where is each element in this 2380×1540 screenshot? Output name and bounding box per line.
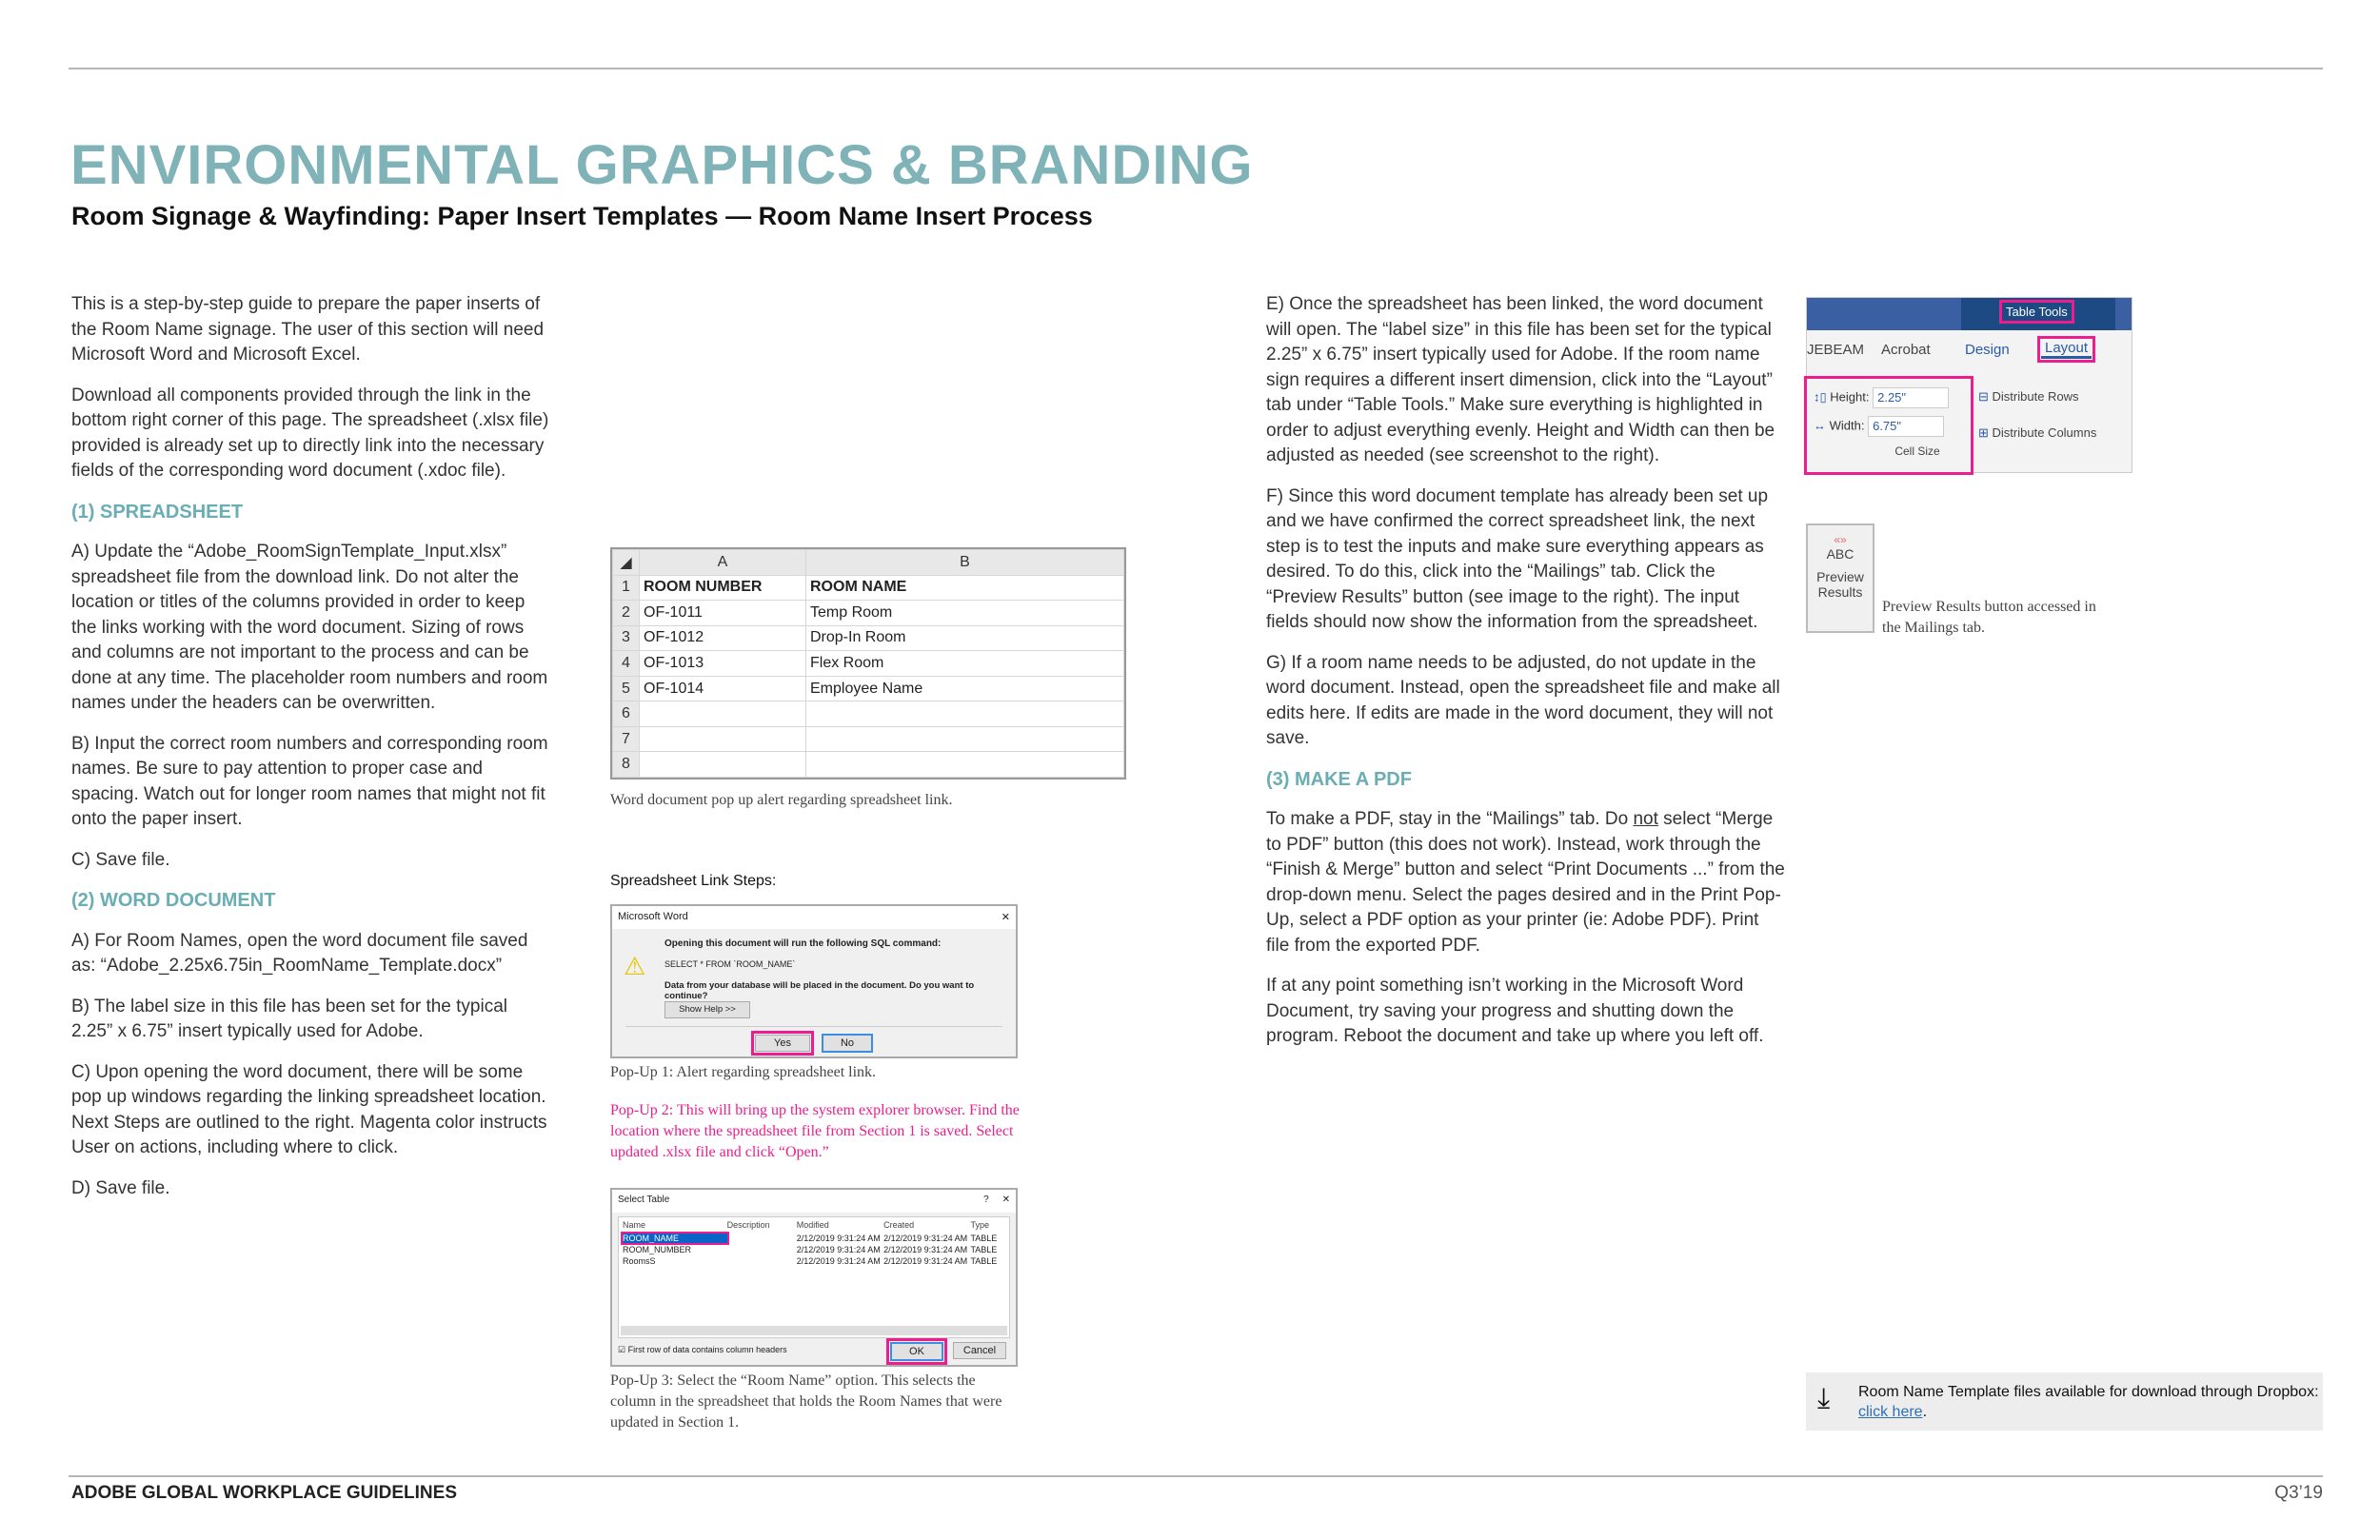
left-column xyxy=(71,292,552,1216)
section-heading-spreadsheet: (1) SPREADSHEET xyxy=(71,501,244,523)
table-tools-label: Table Tools xyxy=(2003,304,2071,320)
text: . xyxy=(1922,1404,1928,1420)
spreadsheet-screenshot xyxy=(610,547,1126,780)
cell[interactable] xyxy=(640,752,806,778)
button-label: Distribute Rows xyxy=(1992,389,2079,404)
column-header: B xyxy=(806,550,1124,576)
tab-bluebeam[interactable]: JEBEAM xyxy=(1807,341,1865,358)
cell[interactable]: Temp Room xyxy=(806,601,1124,626)
bottom-rule xyxy=(69,1475,2323,1477)
width-label: Width: xyxy=(1829,418,1865,433)
cell-name: RoomsS xyxy=(623,1256,656,1266)
cell-name: ROOM_NUMBER xyxy=(623,1245,692,1254)
cancel-button[interactable]: Cancel xyxy=(953,1342,1006,1359)
column-header[interactable]: Created xyxy=(883,1220,915,1230)
cell-created: 2/12/2019 9:31:24 AM xyxy=(883,1234,968,1243)
intro-paragraph: Download all components provided through the link in the bottom right corner of this page. The spreadsheet (.xlsx file) provided is already set up to directly link into the necessary fields of the corresponding word document (.xdoc file). xyxy=(71,385,549,481)
header-checkbox[interactable]: ☑ First row of data contains column headers xyxy=(618,1345,787,1354)
section-heading-word: (2) WORD DOCUMENT xyxy=(71,890,276,911)
cell[interactable] xyxy=(806,701,1124,727)
sql-alert-dialog xyxy=(610,904,1018,1058)
height-label: Height: xyxy=(1830,389,1870,405)
step-paragraph: C) Save file. xyxy=(71,849,170,870)
text: To make a PDF, stay in the “Mailings” tab. Do xyxy=(1266,809,1634,829)
checkbox-label: First row of data contains column headers xyxy=(627,1345,787,1354)
select-table-dialog xyxy=(610,1188,1018,1367)
table-list-row[interactable] xyxy=(619,1244,1009,1255)
row-number: 8 xyxy=(613,752,640,778)
group-label: Cell Size xyxy=(1894,444,1940,458)
footer-left: ADOBE GLOBAL WORKPLACE GUIDELINES xyxy=(71,1483,457,1503)
cell-created: 2/12/2019 9:31:24 AM xyxy=(883,1245,968,1254)
spreadsheet-caption: Word document pop up alert regarding spreadsheet link. xyxy=(610,792,953,808)
cell[interactable]: OF-1014 xyxy=(640,676,806,701)
cell-size-group xyxy=(1808,380,1970,471)
tab-layout[interactable]: Layout xyxy=(2041,340,2092,359)
preview-results-button[interactable] xyxy=(1806,523,1874,633)
page-title: ENVIRONMENTAL GRAPHICS & BRANDING xyxy=(70,134,1254,196)
select-all-corner: ◢ xyxy=(613,550,640,576)
pdf-paragraph xyxy=(1266,807,1785,958)
cell-modified: 2/12/2019 9:31:24 AM xyxy=(796,1245,881,1254)
cell[interactable]: Flex Room xyxy=(806,651,1124,677)
cell[interactable]: ROOM NUMBER xyxy=(640,575,806,601)
popup2-caption: Pop-Up 2: This will bring up the system explorer browser. Find the location where the spreadsheet file from Section 1 is saved. Select updated .xlsx file and click “Open.” xyxy=(610,1102,1020,1160)
warning-icon: ⚠ xyxy=(624,952,646,980)
dialog-question: Data from your database will be placed in the document. Do you want to continue? xyxy=(664,980,975,1001)
spreadsheet-row xyxy=(613,752,1124,778)
distribute-rows-button[interactable] xyxy=(1978,389,2079,405)
divider xyxy=(625,1026,1002,1027)
footer-page-label: Q3’19 xyxy=(2274,1483,2323,1503)
row-number: 2 xyxy=(613,601,640,626)
cell[interactable]: OF-1013 xyxy=(640,651,806,677)
button-label: Preview xyxy=(1816,569,1864,584)
spreadsheet-row xyxy=(613,676,1124,701)
cell[interactable]: OF-1011 xyxy=(640,601,806,626)
button-label: Results xyxy=(1817,584,1863,600)
emphasis: not xyxy=(1633,809,1658,829)
cell[interactable] xyxy=(806,752,1124,778)
distribute-columns-button[interactable] xyxy=(1978,425,2096,441)
cell-name: ROOM_NAME xyxy=(623,1234,727,1243)
step-paragraph: B) Input the correct room numbers and corresponding room names. Be sure to pay attention to proper case and spacing. Watch out for longer room names that might not fit onto the paper insert. xyxy=(71,733,548,829)
cell-modified: 2/12/2019 9:31:24 AM xyxy=(796,1256,881,1266)
spreadsheet-row xyxy=(613,601,1124,626)
cell[interactable]: OF-1012 xyxy=(640,625,806,651)
cell[interactable] xyxy=(806,726,1124,752)
step-paragraph: A) For Room Names, open the word document file saved as: “Adobe_2.25x6.75in_RoomName_Template.docx” xyxy=(71,930,528,976)
button-label: Distribute Columns xyxy=(1992,425,2097,440)
horizontal-scrollbar[interactable] xyxy=(621,1326,1007,1335)
cell-description xyxy=(727,1234,797,1243)
dialog-title: Select Table xyxy=(618,1194,670,1205)
spreadsheet-row xyxy=(613,625,1124,651)
cell[interactable] xyxy=(640,726,806,752)
height-input[interactable]: 2.25" xyxy=(1873,387,1949,408)
show-help-button[interactable]: Show Help >> xyxy=(664,1001,750,1018)
abc-label: ABC xyxy=(1826,546,1854,562)
cell-modified: 2/12/2019 9:31:24 AM xyxy=(796,1234,881,1243)
table-list-row[interactable] xyxy=(619,1233,1009,1244)
preview-caption: Preview Results button accessed in the Mailings tab. xyxy=(1882,599,2096,636)
cell[interactable]: ROOM NAME xyxy=(806,575,1124,601)
step-paragraph: A) Update the “Adobe_RoomSignTemplate_Input.xlsx” spreadsheet file from the download link. Do not alter the location or titles of the columns provided in order to keep the links working with the word document. Sizing of rows and columns are not important to the process and can be done at any time. The placeholder room numbers and room names under the headers can be overwritten. xyxy=(71,542,548,713)
close-icon[interactable]: ✕ xyxy=(1002,1194,1010,1205)
step-paragraph: E) Once the spreadsheet has been linked, the word document will open. The “label size” in this file has been set for the typical 2.25” x 6.75” insert typically used for Adobe. If the room name sign requires a different insert dimension, click into the “Layout” tab under “Table Tools.” Make sure everything is highlighted in order to adjust everything evenly. Height and Width can then be adjusted as needed (see screenshot to the right). xyxy=(1266,294,1775,465)
popup3-caption: Pop-Up 3: Select the “Room Name” option. This selects the column in the spreadsheet that holds the Room Names that were updated in Section 1. xyxy=(610,1372,1002,1431)
column-header[interactable]: Name xyxy=(623,1220,646,1230)
yes-button[interactable]: Yes xyxy=(755,1035,810,1052)
ok-button[interactable]: OK xyxy=(890,1342,943,1361)
step-paragraph: B) The label size in this file has been set for the typical 2.25” x 6.75” insert typically used for Adobe. xyxy=(71,996,508,1041)
page-subtitle: Room Signage & Wayfinding: Paper Insert Templates — Room Name Insert Process xyxy=(71,202,1093,230)
row-number: 7 xyxy=(613,726,640,752)
text: select “Merge to PDF” button (this does not work). Instead, work through the “Finish & Merge” button and select “Print Documents ...” from the drop-down menu. Select the pages desired and in the Print Pop-Up, select a PDF option as your printer (ie: Adobe PDF). Print file from the exported PDF. xyxy=(1266,809,1785,956)
popup1-caption: Pop-Up 1: Alert regarding spreadsheet link. xyxy=(610,1064,877,1080)
spreadsheet-row xyxy=(613,726,1124,752)
download-link[interactable]: click here xyxy=(1858,1404,1923,1420)
step-paragraph: F) Since this word document template has already been set up and we have confirmed the correct spreadsheet link, the next step is to test the inputs and make sure everything appears as desired. To do this, click into the “Mailings” tab. Click the “Preview Results” button (see image to the right). The input fields should now show the information from the spreadsheet. xyxy=(1266,485,1769,632)
spreadsheet-row xyxy=(613,651,1124,677)
tab-design[interactable]: Design xyxy=(1965,341,2010,358)
column-header: A xyxy=(640,550,806,576)
step-paragraph: C) Upon opening the word document, there will be some pop up windows regarding the linking spreadsheet location. Next Steps are outlined to the right. Magenta color instructs User on actions, including where to click. xyxy=(71,1061,547,1157)
spreadsheet-row xyxy=(613,575,1124,601)
cell-type: TABLE xyxy=(970,1256,998,1266)
distribute-columns-icon: ⊞ xyxy=(1978,425,1989,440)
tip-paragraph: If at any point something isn’t working in the Microsoft Word Document, try saving your progress and shutting down the program. Reboot the document and take up where you left off. xyxy=(1266,976,1764,1046)
column-header[interactable]: Description xyxy=(726,1220,770,1230)
cell[interactable]: Drop-In Room xyxy=(806,625,1124,651)
distribute-rows-icon: ⊟ xyxy=(1978,389,1989,404)
close-icon[interactable]: ✕ xyxy=(1001,912,1010,923)
width-icon: ↔ xyxy=(1814,418,1826,433)
step-paragraph: G) If a room name needs to be adjusted, do not update in the word document. Instead, open the spreadsheet file and make all edits here. If edits are made in the word document, they will not save. xyxy=(1266,652,1780,748)
steps-heading: Spreadsheet Link Steps: xyxy=(610,873,777,889)
row-number: 3 xyxy=(613,625,640,651)
table-list-row[interactable] xyxy=(619,1255,1009,1267)
download-icon: ⤓ xyxy=(1817,1383,1831,1414)
row-number: 1 xyxy=(613,575,640,601)
cell-created: 2/12/2019 9:31:24 AM xyxy=(883,1256,968,1266)
cell-description xyxy=(727,1245,797,1254)
height-icon: ↕▯ xyxy=(1814,389,1827,405)
no-button[interactable]: No xyxy=(822,1034,873,1053)
width-input[interactable]: 6.75" xyxy=(1868,416,1944,437)
spreadsheet-row xyxy=(613,701,1124,727)
table-list[interactable] xyxy=(618,1216,1010,1338)
word-ribbon-screenshot xyxy=(1806,297,2132,473)
row-number: 5 xyxy=(613,676,640,701)
row-number: 4 xyxy=(613,651,640,677)
cell-type: TABLE xyxy=(970,1245,998,1254)
row-number: 6 xyxy=(613,701,640,727)
dialog-title: Microsoft Word xyxy=(618,911,688,922)
step-paragraph: D) Save file. xyxy=(71,1177,170,1198)
tab-acrobat[interactable]: Acrobat xyxy=(1881,341,1931,358)
right-column xyxy=(1266,292,1785,1065)
cell-type: TABLE xyxy=(970,1234,998,1243)
section-heading-pdf: (3) MAKE A PDF xyxy=(1266,768,1412,790)
download-text: Room Name Template files available for download through Dropbox: xyxy=(1858,1384,2319,1400)
sql-command: SELECT * FROM `ROOM_NAME` xyxy=(664,959,796,969)
top-rule xyxy=(69,68,2323,69)
download-banner xyxy=(1806,1372,2323,1431)
column-header[interactable]: Modified xyxy=(796,1220,829,1230)
merge-field-icon: «» xyxy=(1834,533,1847,546)
cell[interactable]: Employee Name xyxy=(806,676,1124,701)
intro-paragraph: This is a step-by-step guide to prepare the paper inserts of the Room Name signage. The user of this section will need Microsoft Word and Microsoft Excel. xyxy=(71,294,545,365)
column-header[interactable]: Type xyxy=(970,1220,989,1230)
dialog-message: Opening this document will run the following SQL command: xyxy=(664,938,942,949)
help-icon[interactable]: ? xyxy=(983,1194,989,1205)
cell[interactable] xyxy=(640,701,806,727)
cell-description xyxy=(727,1256,797,1266)
